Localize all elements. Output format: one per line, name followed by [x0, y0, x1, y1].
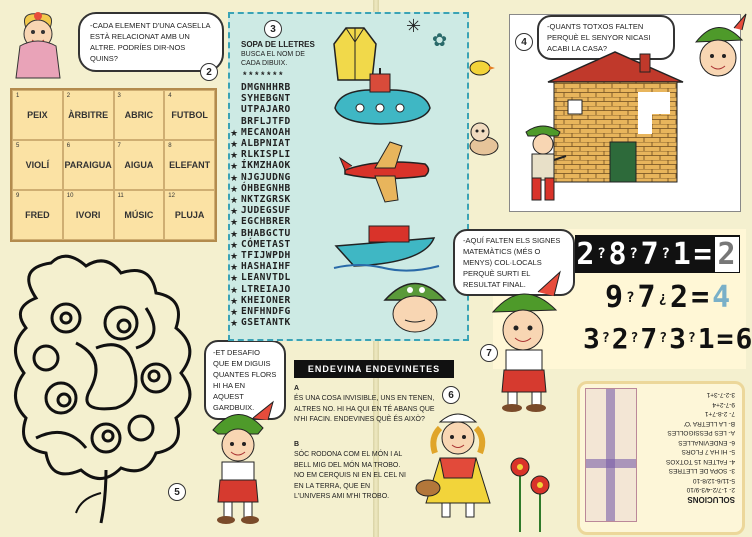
math-row-2[interactable] [605, 280, 730, 315]
number-label: 3 [270, 23, 276, 35]
math-sign-slot[interactable]: ? [601, 331, 610, 346]
wordsearch-row: UTPAJARO [241, 104, 291, 116]
riddle-a-text: ÉS UNA COSA INVISIBLE, UNS EN TENEN, ALTRES NO. HI HA QUI EN TÉ ABANS QUE N'HI FACIN. ENDEVINES QUÈ ÉS AIXÒ? [294, 395, 435, 423]
wordsearch-row: MECANOAH [241, 126, 291, 138]
math-digit: 7 [640, 322, 658, 355]
wordsearch-row: CÓMETAST [241, 238, 291, 250]
wordsearch-row: EGCHBRER [241, 216, 291, 228]
cell-number: 10 [66, 193, 74, 199]
math-digit: 1 [672, 236, 691, 272]
math-sign-slot[interactable]: ? [597, 246, 606, 262]
math-digit: 7 [640, 236, 659, 272]
number-label: 7 [486, 347, 492, 359]
cell-word: FRED [25, 210, 50, 220]
number-label: 2 [206, 66, 212, 78]
bird-picture [465, 56, 495, 78]
bubble-text: -AQUÍ FALTEN ELS SIGNES MATEMÀTICS (MÉS O MENYS) COL·LOCALS PERQUÈ SURTI EL RESULTAT FINAL. [463, 236, 561, 289]
number-label: 6 [448, 389, 454, 401]
wordsearch-row: LTREIAJO [241, 283, 291, 295]
grid-cell[interactable] [114, 140, 165, 190]
solutions-wordsearch-mini [585, 388, 637, 522]
math-digit: 9 [605, 280, 624, 315]
solution-line: 5-11/6-12/8-10 [692, 477, 735, 484]
math-result: 4 [712, 280, 731, 315]
cell-number: 1 [16, 93, 20, 99]
solution-line: 9-7-2+4 [712, 401, 735, 408]
solutions-title: SOLUCIONS [687, 495, 735, 504]
section-number-4 [515, 33, 533, 51]
wordsearch-subtitle: BUSCA EL NOM DE CADA DIBUIX. [241, 51, 305, 67]
wordsearch-row: NJGJUDNG [241, 171, 291, 183]
solutions-text [640, 390, 735, 504]
bubble-text: -CADA ELEMENT D'UNA CASELLA ESTÀ RELACIONAT AMB UN ALTRE. PODRÍES DIR-NOS QUINS? [90, 21, 211, 63]
solution-line: 3-2-7-3+1 [706, 391, 735, 399]
cell-word: PLUJA [174, 210, 205, 220]
grid-cell[interactable] [63, 190, 114, 240]
wordsearch-row: TFIJWPDH [241, 250, 291, 262]
flowers-decoration [505, 452, 555, 532]
solution-line: A- LES PESSIGOLLES [667, 429, 735, 437]
wordsearch-row: KHEIONER [241, 294, 291, 306]
cell-word: MÚSIC [124, 210, 154, 220]
section-number-3 [264, 20, 282, 38]
question-bubble-2 [78, 12, 224, 72]
cell-number: 11 [117, 193, 124, 199]
cell-number: 5 [16, 143, 20, 149]
girl-character-2 [8, 8, 68, 80]
solution-line: 5- HI HA 7 FLORS [681, 448, 735, 456]
dog-picture [466, 118, 504, 158]
math-digit: 2 [670, 280, 689, 315]
riddle-a-label: A [294, 385, 300, 392]
cell-word: IVORI [75, 210, 101, 220]
solution-line: 7- 2-8-7+1 [704, 410, 735, 418]
bubble-text: -QUANTS TOTXOS FALTEN PERQUÈ EL SENYOR NICASI ACABI LA CASA? [547, 22, 651, 53]
grid-cell[interactable] [63, 140, 114, 190]
wordsearch-row: HASHAIHF [241, 261, 291, 273]
bubble-text: -ET DESAFIO QUE EM DIGUIS QUANTES FLORS HI HA EN AQUEST GARDBUIX. [213, 348, 277, 412]
math-sign-slot[interactable]: ¿ [658, 289, 667, 306]
cell-word: ÀRBITRE [68, 110, 109, 120]
grid-cell[interactable] [12, 90, 63, 140]
boy-character-7 [478, 272, 573, 412]
airplane-picture [340, 140, 435, 210]
math-equals: = [693, 236, 712, 272]
wordsearch-row: LEANVTDL [241, 272, 291, 284]
wordsearch-row: JUDEGSUF [241, 205, 291, 217]
grid-cell[interactable] [12, 190, 63, 240]
girl-with-basket [410, 408, 505, 523]
math-digit: 1 [697, 322, 715, 355]
wordsearch-letters[interactable] [241, 82, 291, 328]
math-sign-slot[interactable]: ? [661, 246, 670, 262]
math-digit: 7 [637, 280, 656, 315]
decorative-flower-icon: ✿ [432, 30, 448, 50]
wordsearch-row: NKTZGRSK [241, 194, 291, 206]
math-sign-slot[interactable]: ? [687, 331, 696, 346]
math-sign-slot[interactable]: ? [630, 331, 639, 346]
cell-number: 3 [117, 93, 121, 99]
wordsearch-row: BRFLJTFD [241, 115, 291, 127]
decorative-star-icon: ✳ [406, 16, 422, 36]
grid-cell[interactable] [164, 140, 215, 190]
math-row-1[interactable] [575, 235, 740, 273]
cell-number: 2 [66, 93, 71, 99]
math-result: 6 [735, 322, 752, 355]
cell-word: PEIX [27, 110, 48, 120]
grid-cell[interactable] [63, 90, 114, 140]
cell-word: AIGUA [124, 160, 154, 170]
math-equals: = [716, 322, 734, 355]
submarine-picture [330, 68, 435, 133]
soldier-picture [380, 272, 450, 339]
cell-word: ABRIC [124, 110, 154, 120]
wordsearch-row: ÍKMZHAOK [241, 160, 291, 172]
number-label: 5 [174, 486, 180, 498]
math-result: 2 [715, 237, 739, 272]
cell-word: FUTBOL [171, 110, 208, 120]
wordsearch-side-stars: ★ ★ ★ ★ ★ ★ ★ ★ ★ ★ ★ ★ ★ ★ ★ ★ ★ ★ [230, 127, 239, 329]
cell-number: 8 [168, 143, 172, 149]
wordsearch-title: SOPA DE LLETRES [241, 40, 315, 49]
math-digit: 2 [611, 322, 629, 355]
grid-cell[interactable] [114, 90, 165, 140]
grid-cell[interactable] [114, 190, 165, 240]
grid-cell[interactable] [12, 140, 63, 190]
section-number-7 [480, 344, 498, 362]
wordsearch-row: GSETANTK [241, 317, 291, 329]
math-sign-slot[interactable]: ? [659, 331, 668, 346]
matching-grid [10, 88, 217, 242]
wordsearch-row: SYHEBGNT [241, 93, 291, 105]
wordsearch-row: RLKISPLI [241, 149, 291, 161]
solution-line: 6- ENDEVINALLES [678, 439, 735, 446]
grid-cell[interactable] [164, 90, 215, 140]
wordsearch-stars: * * * * * * * [243, 70, 283, 80]
math-sign-slot[interactable]: ? [629, 246, 638, 262]
brick-house-drawing[interactable] [548, 52, 683, 192]
solution-line: 3- SOPA DE LLETRES [668, 467, 735, 475]
cell-number: 6 [66, 143, 71, 149]
cell-word: PARAIGUA [64, 160, 112, 170]
boy-head-4 [690, 14, 748, 84]
math-digit: 3 [583, 322, 600, 355]
riddles-title: ENDEVINA ENDEVINETES [294, 360, 454, 378]
section-number-5 [168, 483, 186, 501]
solution-line: 2- 1-7/2-4/3-9/10 [686, 486, 735, 494]
math-digit: 8 [608, 236, 627, 272]
wordsearch-row: ÓHBEGNHB [241, 182, 291, 194]
boy-character-5 [198, 400, 278, 525]
math-row-3[interactable] [583, 322, 752, 355]
riddle-b-text: SÓC RODONA COM EL MÓN I AL BELL MIG DEL MÓN MA TROBO. NO EM CERQUIS NI EN EL CEL NI EN LA TERRA, QUE EN L'UNIVERS AMI M'HI TROBO. [294, 451, 406, 500]
cell-number: 12 [168, 193, 175, 199]
boat-picture [334, 218, 439, 278]
wordsearch-row: BHABGCTU [241, 227, 291, 239]
wordsearch-row: ALBPNIAT [241, 138, 291, 150]
math-digit: 2 [576, 236, 595, 272]
solution-line: 4- FALTEN 15 TOTXOS [666, 458, 735, 465]
wordsearch-row: DMGNHHRB [241, 82, 291, 93]
builder-character [518, 120, 568, 205]
riddle-b-label: B [294, 441, 300, 448]
section-number-2 [200, 63, 218, 81]
cell-word: VIOLÍ [25, 160, 50, 170]
cell-word: ELEFANT [169, 160, 211, 170]
cell-number: 9 [16, 193, 20, 199]
cell-number: 4 [168, 93, 172, 99]
math-sign-slot[interactable]: ? [626, 289, 635, 306]
number-label: 4 [521, 36, 527, 48]
solution-line: B- LA LLETRA 'O' [683, 420, 735, 427]
math-digit: 3 [669, 322, 686, 355]
section-number-6 [442, 386, 460, 404]
wordsearch-row: ENFHNDFG [241, 306, 291, 318]
math-equals: = [691, 280, 710, 315]
grid-cell[interactable] [164, 190, 215, 240]
cell-number: 7 [117, 143, 121, 149]
